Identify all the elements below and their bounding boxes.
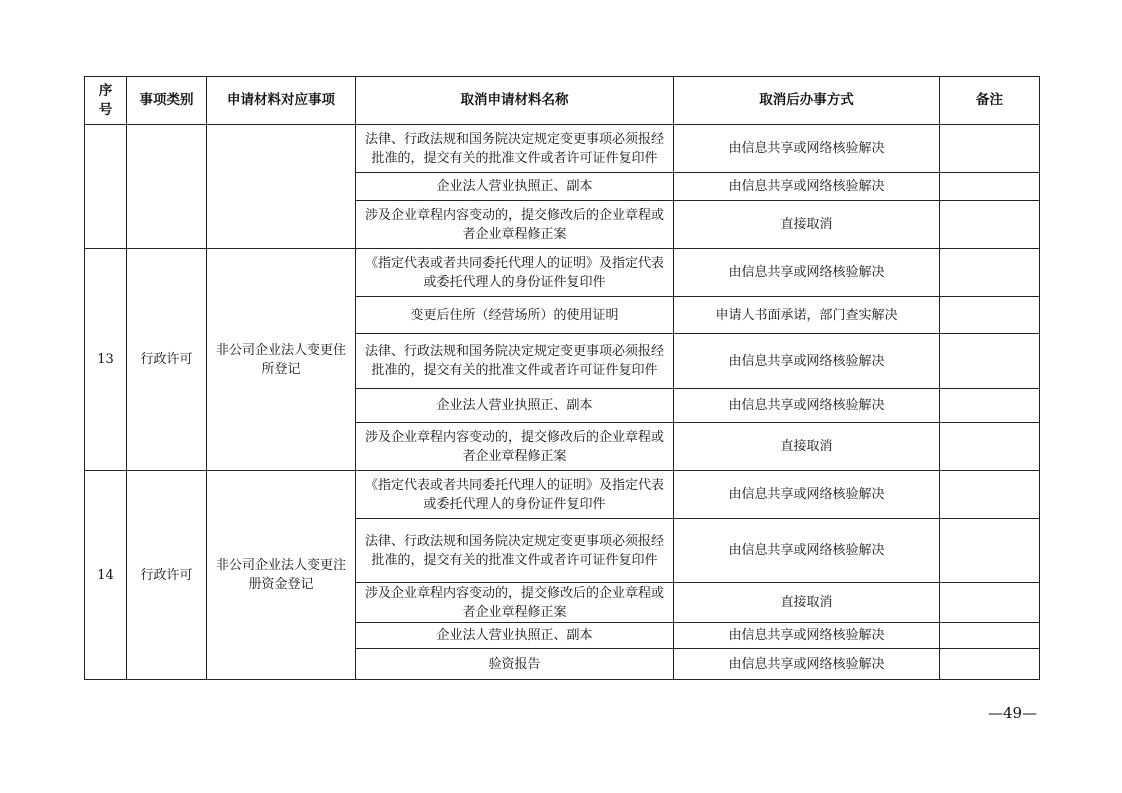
method-cell: 由信息共享或网络核验解决 — [674, 249, 940, 297]
remark-cell — [940, 471, 1040, 519]
material-cell: 法律、行政法规和国务院决定规定变更事项必须报经批准的，提交有关的批准文件或者许可证件复印件 — [356, 519, 674, 583]
item-cell: 非公司企业法人变更注册资金登记 — [207, 471, 356, 680]
material-cell: 变更后住所（经营场所）的使用证明 — [356, 297, 674, 334]
category-cell: 行政许可 — [127, 471, 207, 680]
method-cell: 由信息共享或网络核验解决 — [674, 649, 940, 680]
header-method: 取消后办事方式 — [674, 77, 940, 125]
method-cell: 由信息共享或网络核验解决 — [674, 471, 940, 519]
items-table — [84, 76, 1040, 680]
remark-cell — [940, 519, 1040, 583]
remark-cell — [940, 649, 1040, 680]
method-cell: 由信息共享或网络核验解决 — [674, 173, 940, 201]
remark-cell — [940, 173, 1040, 201]
header-row — [85, 77, 1040, 125]
method-cell: 直接取消 — [674, 583, 940, 623]
material-cell: 涉及企业章程内容变动的，提交修改后的企业章程或者企业章程修正案 — [356, 583, 674, 623]
seq-cell: 14 — [85, 471, 127, 680]
method-cell: 由信息共享或网络核验解决 — [674, 334, 940, 389]
material-cell: 涉及企业章程内容变动的，提交修改后的企业章程或者企业章程修正案 — [356, 201, 674, 249]
method-cell: 由信息共享或网络核验解决 — [674, 389, 940, 423]
table-row — [85, 249, 1040, 297]
remark-cell — [940, 125, 1040, 173]
method-cell: 直接取消 — [674, 423, 940, 471]
method-cell: 直接取消 — [674, 201, 940, 249]
seq-cell: 13 — [85, 249, 127, 471]
material-cell: 企业法人营业执照正、副本 — [356, 389, 674, 423]
page-number: —49— — [988, 704, 1038, 722]
material-cell: 《指定代表或者共同委托代理人的证明》及指定代表或委托代理人的身份证件复印件 — [356, 249, 674, 297]
material-cell: 法律、行政法规和国务院决定规定变更事项必须报经批准的，提交有关的批准文件或者许可证件复印件 — [356, 125, 674, 173]
material-cell: 企业法人营业执照正、副本 — [356, 623, 674, 649]
method-cell: 由信息共享或网络核验解决 — [674, 125, 940, 173]
method-cell: 申请人书面承诺，部门查实解决 — [674, 297, 940, 334]
material-cell: 企业法人营业执照正、副本 — [356, 173, 674, 201]
remark-cell — [940, 201, 1040, 249]
remark-cell — [940, 249, 1040, 297]
category-cell: 行政许可 — [127, 249, 207, 471]
material-cell: 法律、行政法规和国务院决定规定变更事项必须报经批准的，提交有关的批准文件或者许可证件复印件 — [356, 334, 674, 389]
material-cell: 《指定代表或者共同委托代理人的证明》及指定代表或委托代理人的身份证件复印件 — [356, 471, 674, 519]
seq-cell — [85, 125, 127, 249]
method-cell: 由信息共享或网络核验解决 — [674, 623, 940, 649]
remark-cell — [940, 334, 1040, 389]
remark-cell — [940, 297, 1040, 334]
remark-cell — [940, 583, 1040, 623]
header-remark: 备注 — [940, 77, 1040, 125]
remark-cell — [940, 623, 1040, 649]
header-material: 取消申请材料名称 — [356, 77, 674, 125]
header-category: 事项类别 — [127, 77, 207, 125]
table-row — [85, 125, 1040, 173]
method-cell: 由信息共享或网络核验解决 — [674, 519, 940, 583]
table-row — [85, 471, 1040, 519]
header-seq: 序 号 — [85, 77, 127, 125]
header-item: 申请材料对应事项 — [207, 77, 356, 125]
category-cell — [127, 125, 207, 249]
remark-cell — [940, 423, 1040, 471]
item-cell: 非公司企业法人变更住所登记 — [207, 249, 356, 471]
item-cell — [207, 125, 356, 249]
material-cell: 验资报告 — [356, 649, 674, 680]
remark-cell — [940, 389, 1040, 423]
material-cell: 涉及企业章程内容变动的，提交修改后的企业章程或者企业章程修正案 — [356, 423, 674, 471]
